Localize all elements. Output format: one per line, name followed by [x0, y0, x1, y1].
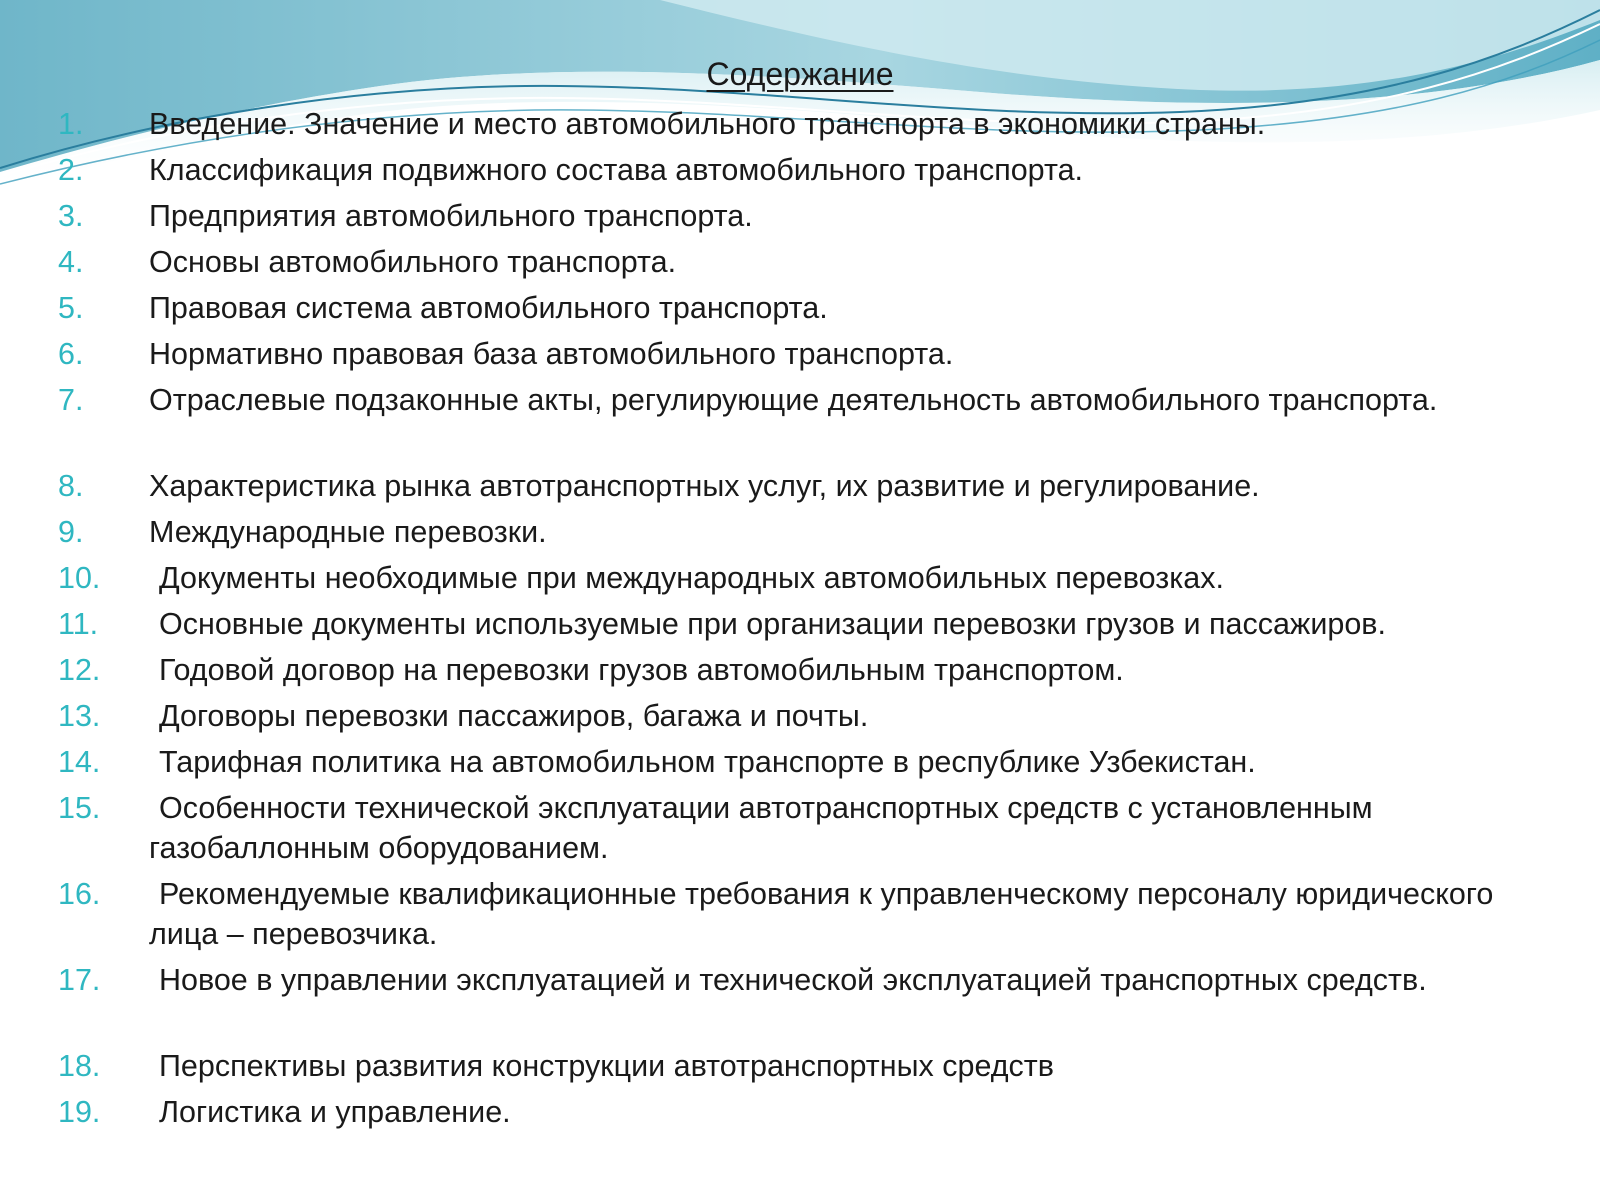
- toc-item-text: Отраслевые подзаконные акты, регулирующие деятельность автомобильного транспорта.: [149, 383, 1438, 417]
- toc-item-number: 4.: [58, 245, 84, 279]
- toc-item-text: Рекомендуемые квалификационные требования к управленческому персоналу юридического лица – перевозчика.: [149, 877, 1494, 951]
- toc-item-number: 14.: [58, 745, 101, 779]
- toc-item-text: Классификация подвижного состава автомобильного транспорта.: [149, 153, 1084, 187]
- toc-item-text: Международные перевозки.: [149, 515, 547, 549]
- toc-item-number: 6.: [58, 337, 84, 371]
- toc-item-text: Характеристика рынка автотранспортных услуг, их развитие и регулирование.: [149, 469, 1260, 503]
- toc-item-text: Договоры перевозки пассажиров, багажа и почты.: [159, 699, 869, 733]
- toc-item-number: 19.: [58, 1095, 101, 1129]
- toc-item-number: 10.: [58, 561, 101, 595]
- toc-item-number: 13.: [58, 699, 101, 733]
- toc-item-number: 1.: [58, 107, 84, 141]
- toc-item-text: Перспективы развития конструкции автотранспортных средств: [159, 1049, 1054, 1083]
- toc-item-number: 12.: [58, 653, 101, 687]
- toc-item-number: 5.: [58, 291, 84, 325]
- toc-item-text: Документы необходимые при международных автомобильных перевозках.: [159, 561, 1224, 595]
- toc-item-number: 2.: [58, 153, 84, 187]
- toc-item-text: Логистика и управление.: [159, 1095, 511, 1129]
- toc-item-text: Нормативно правовая база автомобильного транспорта.: [149, 337, 954, 371]
- toc-item-number: 9.: [58, 515, 84, 549]
- toc-item-text: Тарифная политика на автомобильном транспорте в республике Узбекистан.: [159, 745, 1256, 779]
- toc-item-number: 3.: [58, 199, 84, 233]
- toc-item-text: Правовая система автомобильного транспорта.: [149, 291, 828, 325]
- toc-item-text: Основы автомобильного транспорта.: [149, 245, 677, 279]
- toc-item-number: 16.: [58, 877, 101, 911]
- toc-item-text: Основные документы используемые при организации перевозки грузов и пассажиров.: [159, 607, 1386, 641]
- toc-item-number: 15.: [58, 791, 101, 825]
- toc-item-text: Предприятия автомобильного транспорта.: [149, 199, 753, 233]
- toc-item-text: Особенности технической эксплуатации автотранспортных средств с установленным газобаллонным оборудованием.: [149, 791, 1373, 865]
- toc-item-number: 7.: [58, 383, 84, 417]
- slide-title: Содержание: [706, 56, 894, 92]
- toc-item-number: 11.: [58, 607, 99, 641]
- toc-item-number: 18.: [58, 1049, 101, 1083]
- toc-item-text: Годовой договор на перевозки грузов автомобильным транспортом.: [159, 653, 1124, 687]
- toc-item-text: Новое в управлении эксплуатацией и технической эксплуатацией транспортных средств.: [159, 963, 1427, 997]
- toc-item-number: 17.: [58, 963, 101, 997]
- toc-item-number: 8.: [58, 469, 84, 503]
- toc-item-text: Введение. Значение и место автомобильного транспорта в экономики страны.: [149, 107, 1266, 141]
